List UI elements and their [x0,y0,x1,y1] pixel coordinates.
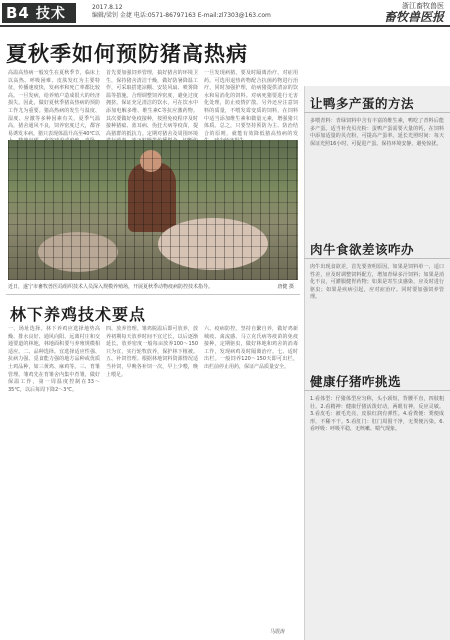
section-divider [6,294,300,295]
sidebar-rule-2 [304,258,450,259]
masthead [0,0,450,26]
cage-bars [8,140,298,280]
paper-name-line1: 浙江畜牧兽医 [402,2,444,10]
photo-credit: 唐健 摄 [277,284,294,290]
second-article-col-3: 六、疫病防控。坚持自繁自养，做好鸡新城疫、禽流感、马立克氏病等疫苗的免疫接种。定期驱虫，做好林地和鸡舍的消毒工作，发现病鸡及时隔离治疗。七、适时出栏。一般饲养120～150天即可出栏，出栏前停止用药，保证产品质量安全。 [204,326,298,370]
second-article-col-2: 四、放养管理。雏鸡脱温后即可放养，放养初期每天放养时间不宜过长，以后逐渐延长。放养密度一般每亩放养100～150只为宜，实行轮牧放养，保护林下植被。五、补饲管理。根据林地饲料资源情况适当补饲，早晚各补饲一次，早上少喂，晚上喂足。 [106,326,198,378]
main-article-col-2: 首先要加强饲养管理，搞好猪舍的环境卫生，保持猪舍清洁干燥，做好防暑降温工作，可采取搭建凉棚、安装风扇、喷雾降温等措施。合理调整饲养密度，避免过度拥挤。保证充足清洁的饮水，可在饮水中添加电解多维、维生素C等抗应激药物。其次要做好免疫接种，按照免疫程序及时接种猪瘟、蓝耳病、伪狂犬病等疫苗，提高猪群的抵抗力。定期对猪舍及周围环境 [106,70,198,137]
photo-caption [8,283,298,290]
article-photo [8,140,298,280]
second-article-author: 马震涛 [270,629,286,635]
main-article-col-3: 一旦发现病猪，要及时隔离治疗，对症用药。可选用退热药物配合抗菌药物进行治疗，同时加强护理，给病猪提供清凉的饮水和易消化的饲料。对病死猪要进行无害化处理，防止疫情扩散。另外还应注意饲料的质量，不喂发霉变质的饲料，在饲料中适当添加维生素和微量元素，增强猪只体质。总之，只要坚持预防为主、防治结合的原则，就能有效降低猪高热病的发 [204,70,298,137]
section-number: B4 [6,4,30,22]
sidebar-body-cattle: 肉牛出现食欲差，首先要查明原因。如果是饲料单一、适口性差，应及时调整饲料配方，增加青绿多汁饲料；如果是消化不良，可灌服健胃药物；如果是寄生虫感染，应及时进行驱虫；如果是疾病引起，应对症治疗。同时要加强饲养管理。 [310,264,444,301]
section-title: 技术 [35,6,66,22]
issue-date: 2017.8.12 [92,4,123,11]
sidebar-rule-1 [304,112,450,113]
sidebar-body-piglet: 1.看体型：仔猪体型应匀称，头小颈短，背腰平直，四肢粗壮。2.看精神：健康仔猪活泼好动，两眼有神，反应灵敏。3.看皮毛：被毛光亮，皮肤红润有弹性。4.看粪便：粪便成形，不稀不干。5.看肛门：肛门周围干净，无粪便污染。6.看呼吸：呼吸平稳，无咳嗽、喘气现象。 [310,396,444,433]
second-article-col-1: 一、场址选择。林下养鸡应选择地势高燥、排水良好、通风向阳、远离村庄和交通要道的林地，林地面积要与养殖规模相适应。二、品种选择。宜选择适应性强、抗病力强、觅食能力强的地方品种或优质土鸡品种，如三黄鸡、麻鸡等。三、育雏管理。雏鸡先在育雏舍内集中育雏，做好保温工作，第一周温度控制在33～35℃，以后每周下降2～3℃。 [8,326,100,393]
second-headline: 林下养鸡技术要点 [10,305,147,324]
sidebar-title-cattle: 肉牛食欲差该咋办 [310,242,415,257]
photo-caption-text: 近日，遂宁市畜牧兽医局组织技术人员深入规模养殖场，开展夏秋季动物疫病防控技术指导。 [8,284,214,290]
paper-name [384,2,444,24]
sidebar-body-duck: 多喂青料：青绿饲料中含有丰富的维生素，鸭吃了青料后能多产蛋。适当补充贝壳粉：蛋鸭产蛋需要大量的钙，在饲料中添加适量的贝壳粉，可提高产蛋率。延长光照时间：每天保证光照16小时，可促进产蛋。保持环境安静，避免惊扰。 [310,118,444,147]
masthead-rule [0,25,450,27]
sidebar-rule-3 [304,390,450,391]
main-headline: 夏秋季如何预防猪高热病 [6,42,248,66]
paper-name-line2: 畜牧兽医报 [383,10,444,24]
main-article-col-1: 高温高热病一般发生在夏秋季节，临床上以高热、呼吸困难、皮肤发红为主要特征，传播速度快，发病率和死亡率都比较高。一旦发病，给养殖户造成很大的经济损失。因此，做好夏秋季猪高热病的预防工作尤为重要。猪高热病的发生与温度、湿度、应激等多种因素有关，夏季气温高，猪舍通风不良，饲养密度过大，都容易诱发本病。猪只表现体温升高至40℃以 [8,70,100,137]
sidebar-title-duck: 让鸭多产蛋的方法 [310,96,415,111]
section-label [2,3,76,23]
issue-meta [92,4,271,20]
editor-line: 编辑/梁钊 金捷 电话:0571-86797163 E-mail:zl7303@163.com [92,12,271,19]
sidebar-title-piglet: 健康仔猪咋挑选 [310,374,402,389]
